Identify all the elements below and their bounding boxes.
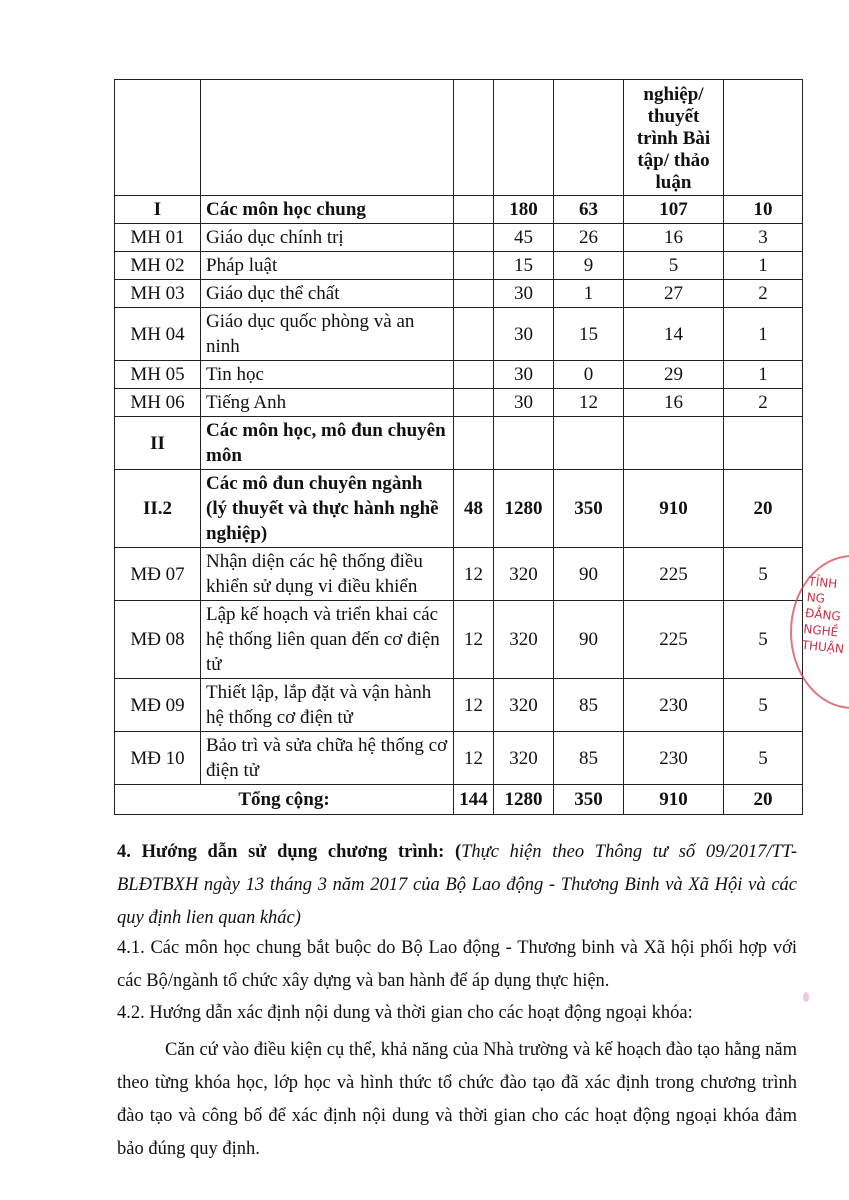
cell-practice: 225 [624,548,724,601]
cell-name: Tin học [201,361,454,389]
ink-mark [803,992,809,1002]
cell-credits: 12 [454,732,494,785]
cell-exam: 5 [724,548,803,601]
cell-credits [454,389,494,417]
cell-practice: 16 [624,224,724,252]
cell-credits [454,224,494,252]
cell-name: Các mô đun chuyên ngành (lý thuyết và thực hành nghề nghiệp) [201,470,454,548]
section-4-heading: 4. Hướng dẫn sử dụng chương trình: (Thực hiện theo Thông tư số 09/2017/TT-BLĐTBXH ngày 13 tháng 3 năm 2017 của Bộ Lao động - Thương Binh và Xã Hội và các quy định lien quan khác) [117,842,797,928]
cell-practice: 107 [624,196,724,224]
table-row [115,280,803,308]
cell-name: Giáo dục thể chất [201,280,454,308]
cell-credits [454,417,494,470]
cell-practice: 16 [624,389,724,417]
cell-total: 15 [494,252,554,280]
cell-exam: 5 [724,732,803,785]
cell-name: Pháp luật [201,252,454,280]
total-theory: 350 [554,785,624,815]
cell-credits: 48 [454,470,494,548]
cell-total: 30 [494,361,554,389]
cell-total: 1280 [494,470,554,548]
cell-theory: 85 [554,679,624,732]
cell-total: 30 [494,389,554,417]
cell-theory: 350 [554,470,624,548]
cell-exam [724,417,803,470]
cell-total: 320 [494,601,554,679]
table-row [115,732,803,785]
cell-theory [554,417,624,470]
cell-exam: 20 [724,470,803,548]
cell-code: II.2 [115,470,201,548]
cell-code: II [115,417,201,470]
total-row [115,785,803,815]
cell-exam: 5 [724,601,803,679]
cell-exam: 3 [724,224,803,252]
cell-total: 320 [494,679,554,732]
cell-code: MĐ 07 [115,548,201,601]
cell-practice: 225 [624,601,724,679]
paragraph-4-1: 4.1. Các môn học chung bắt buộc do Bộ Lao động - Thương binh và Xã hội phối hợp với các Bộ/ngành tổ chức xây dựng và ban hành để áp dụng thực hiện. [117,938,797,991]
cell-exam: 10 [724,196,803,224]
cell-exam: 2 [724,280,803,308]
cell-practice: 230 [624,732,724,785]
cell-theory: 15 [554,308,624,361]
cell-code: MH 04 [115,308,201,361]
stamp-text: TỈNH NG ĐẲNG NGHỀ THUẬN [801,574,845,657]
cell-credits [454,252,494,280]
cell-code: MH 06 [115,389,201,417]
cell-code: MH 05 [115,361,201,389]
table-row [115,548,803,601]
cell-exam: 2 [724,389,803,417]
cell-credits [454,280,494,308]
cell-practice: 14 [624,308,724,361]
cell-theory: 0 [554,361,624,389]
header-practice-cell: nghiệp/ thuyết trình Bài tập/ thảo luận [624,80,724,196]
cell-theory: 90 [554,601,624,679]
curriculum-table [114,79,803,815]
cell-code: MĐ 08 [115,601,201,679]
table-row [115,470,803,548]
table-row [115,361,803,389]
cell-exam: 1 [724,252,803,280]
cell-code: MH 01 [115,224,201,252]
paragraph-4-2-body: Căn cứ vào điều kiện cụ thể, khả năng của Nhà trường và kế hoạch đào tạo hằng năm theo từng khóa học, lớp học và hình thức tổ chức đào tạo đã xác định trong chương trình đào tạo và công bố để xác định nội dung và thời gian cho các hoạt động ngoại khóa đảm bảo đúng quy định. [117,1040,797,1159]
cell-name: Giáo dục quốc phòng và an ninh [201,308,454,361]
cell-credits [454,196,494,224]
cell-name: Bảo trì và sửa chữa hệ thống cơ điện tử [201,732,454,785]
cell-theory: 90 [554,548,624,601]
cell-name: Nhận diện các hệ thống điều khiển sử dụng vi điều khiển [201,548,454,601]
cell-total: 180 [494,196,554,224]
table-row [115,389,803,417]
cell-total: 45 [494,224,554,252]
cell-credits [454,361,494,389]
total-total: 1280 [494,785,554,815]
table-header-row [115,80,803,196]
cell-exam: 5 [724,679,803,732]
total-credits: 144 [454,785,494,815]
cell-practice [624,417,724,470]
cell-total: 320 [494,548,554,601]
cell-theory: 85 [554,732,624,785]
cell-credits [454,308,494,361]
cell-credits: 12 [454,548,494,601]
table-row [115,679,803,732]
cell-code: MĐ 10 [115,732,201,785]
cell-credits: 12 [454,601,494,679]
cell-credits: 12 [454,679,494,732]
cell-name: Các môn học, mô đun chuyên môn [201,417,454,470]
table-row [115,417,803,470]
cell-theory: 26 [554,224,624,252]
cell-code: MH 02 [115,252,201,280]
total-label: Tổng cộng: [115,785,454,815]
table-row [115,252,803,280]
total-exam: 20 [724,785,803,815]
cell-name: Các môn học chung [201,196,454,224]
cell-total: 30 [494,308,554,361]
cell-name: Lập kế hoạch và triển khai các hệ thống liên quan đến cơ điện tử [201,601,454,679]
cell-theory: 63 [554,196,624,224]
cell-code: MH 03 [115,280,201,308]
cell-code: MĐ 09 [115,679,201,732]
total-practice: 910 [624,785,724,815]
cell-exam: 1 [724,308,803,361]
cell-name: Tiếng Anh [201,389,454,417]
table-row [115,601,803,679]
cell-name: Thiết lập, lắp đặt và vận hành hệ thống cơ điện tử [201,679,454,732]
cell-practice: 230 [624,679,724,732]
paragraph-4-2: 4.2. Hướng dẫn xác định nội dung và thời gian cho các hoạt động ngoại khóa: [117,1003,693,1023]
cell-total: 30 [494,280,554,308]
cell-name: Giáo dục chính trị [201,224,454,252]
cell-theory: 1 [554,280,624,308]
cell-code: I [115,196,201,224]
table-row [115,224,803,252]
table-row [115,196,803,224]
cell-practice: 27 [624,280,724,308]
cell-exam: 1 [724,361,803,389]
table-row [115,308,803,361]
cell-theory: 12 [554,389,624,417]
cell-total: 320 [494,732,554,785]
cell-theory: 9 [554,252,624,280]
cell-practice: 29 [624,361,724,389]
cell-practice: 910 [624,470,724,548]
cell-practice: 5 [624,252,724,280]
cell-total [494,417,554,470]
